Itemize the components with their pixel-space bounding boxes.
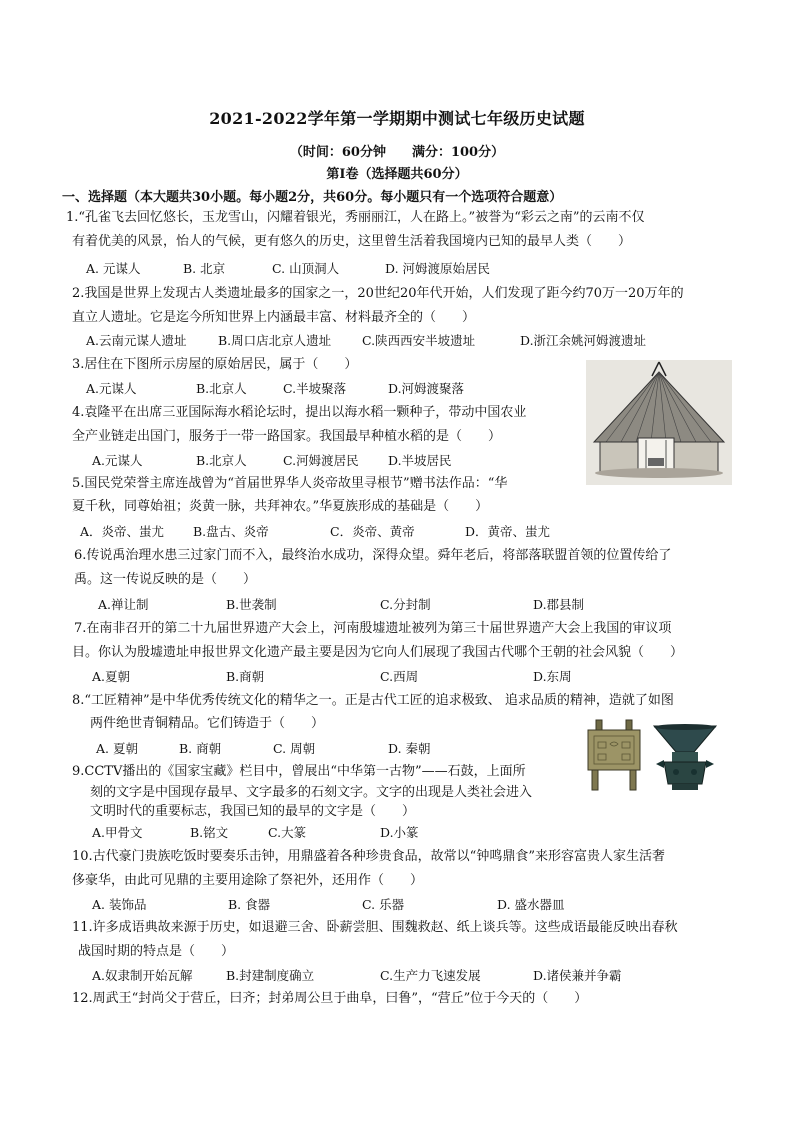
bronze-zun-image — [650, 722, 720, 792]
q1-option-a: A. 元谋人 — [86, 261, 141, 276]
question-12-line-1: 12.周武王“封尚父于营丘，曰齐；封弟周公旦于曲阜，曰鲁”，“营丘”位于今天的（ ） — [72, 991, 588, 1006]
q5-option-a: A．炎帝、蚩尤 — [80, 524, 165, 539]
page-title: 2021-2022学年第一学期期中测试七年级历史试题 — [209, 109, 585, 128]
question-11-line-1: 11.许多成语典故来源于历史，如退避三舍、卧薪尝胆、围魏救赵、纸上谈兵等。这些成语最能反映出春秋 — [72, 920, 678, 935]
q11-option-c: C.生产力飞速发展 — [380, 968, 481, 983]
question-5-line-2: 夏千秋，同尊始祖；炎黄一脉，共拜神农。”华夏族形成的基础是（ ） — [72, 499, 489, 514]
q6-option-d: D.郡县制 — [533, 597, 585, 612]
q11-option-d: D.诸侯兼并争霸 — [533, 968, 622, 983]
q2-option-a: A.云南元谋人遗址 — [86, 333, 187, 348]
q7-option-c: C.西周 — [380, 669, 419, 684]
q10-option-b: B. 食器 — [228, 897, 271, 912]
q3-option-a: A.元谋人 — [86, 381, 137, 396]
q6-option-b: B.世袭制 — [226, 597, 277, 612]
question-6-line-2: 禹。这一传说反映的是（ ） — [74, 572, 257, 587]
q8-option-d: D. 秦朝 — [388, 741, 431, 756]
bronze-ding-image — [582, 718, 646, 792]
q11-option-b: B.封建制度确立 — [226, 968, 315, 983]
q4-option-b: B.北京人 — [196, 453, 247, 468]
q6-option-a: A.禅让制 — [98, 597, 149, 612]
q2-option-b: B.周口店北京人遗址 — [218, 333, 332, 348]
q10-option-c: C. 乐器 — [362, 897, 405, 912]
question-8-line-1: 8.“工匠精神”是中华优秀传统文化的精华之一。正是古代工匠的追求极致、 追求品质的精神，造就了如图 — [72, 693, 674, 708]
q3-option-b: B.北京人 — [196, 381, 247, 396]
q5-option-c: C．炎帝、黄帝 — [330, 524, 415, 539]
question-5-line-1: 5.国民党荣誉主席连战曾为“首届世界华人炎帝故里寻根节”赠书法作品：“华 — [72, 476, 508, 491]
q7-option-b: B.商朝 — [226, 669, 265, 684]
question-11-line-2: 战国时期的特点是（ ） — [78, 944, 235, 959]
question-4-line-2: 全产业链走出国门，服务于一带一路国家。我国最早种植水稻的是（ ） — [72, 429, 502, 444]
q9-option-b: B.铭文 — [190, 825, 229, 840]
q3-option-d: D.河姆渡聚落 — [388, 381, 465, 396]
q7-option-a: A.夏朝 — [92, 669, 131, 684]
q2-option-c: C.陕西西安半坡遗址 — [362, 333, 476, 348]
q9-option-c: C.大篆 — [268, 825, 307, 840]
question-9-line-2: 刻的文字是中国现存最早、文字最多的石刻文字。文字的出现是人类社会进入 — [90, 785, 533, 800]
q5-option-d: D．黄帝、蚩尤 — [465, 524, 551, 539]
question-3-line-1: 3.居住在下图所示房屋的原始居民，属于（ ） — [72, 357, 358, 372]
question-7-line-2: 目。你认为殷墟遗址申报世界文化遗产最主要是因为它向人们展现了我国古代哪个王朝的社会风貌（ ） — [72, 645, 684, 660]
q8-option-a: A. 夏朝 — [96, 741, 138, 756]
q1-option-c: C. 山顶洞人 — [272, 261, 340, 276]
q4-option-a: A.元谋人 — [92, 453, 143, 468]
question-1-line-1: 1.“孔雀飞去回忆悠长，玉龙雪山，闪耀着银光，秀丽丽江，人在路上。”被誉为“彩云之南”的云南不仅 — [66, 210, 645, 225]
q1-option-d: D. 河姆渡原始居民 — [385, 261, 491, 276]
q7-option-d: D.东周 — [533, 669, 572, 684]
q10-option-d: D. 盛水器皿 — [497, 897, 565, 912]
hut-image — [586, 360, 732, 485]
exam-info: （时间：60分钟 满分：100分） — [289, 145, 505, 160]
q3-option-c: C.半坡聚落 — [283, 381, 347, 396]
q1-option-b: B. 北京 — [183, 261, 226, 276]
q6-option-c: C.分封制 — [380, 597, 431, 612]
q9-option-d: D.小篆 — [380, 825, 419, 840]
q5-option-b: B.盘古、炎帝 — [193, 524, 269, 539]
part-title: 第Ⅰ卷（选择题共60分） — [326, 167, 468, 182]
question-9-line-3: 文明时代的重要标志，我国已知的最早的文字是（ ） — [90, 804, 416, 819]
question-6-line-1: 6.传说禹治理水患三过家门而不入，最终治水成功，深得众望。舜年老后，将部落联盟首领的位置传给了 — [74, 548, 672, 563]
question-2-line-1: 2.我国是世界上发现古人类遗址最多的国家之一，20世纪20年代开始，人们发现了距今约70万一20万年的 — [72, 286, 684, 301]
q10-option-a: A. 装饰品 — [92, 897, 147, 912]
q2-option-d: D.浙江余姚河姆渡遗址 — [520, 333, 647, 348]
question-7-line-1: 7.在南非召开的第二十九届世界遗产大会上，河南殷墟遗址被列为第三十届世界遗产大会上我国的审议项 — [74, 621, 672, 636]
question-2-line-2: 直立人遗址。它是迄今所知世界上内涵最丰富、材料最齐全的（ ） — [72, 310, 476, 325]
question-4-line-1: 4.袁隆平在出席三亚国际海水稻论坛时，提出以海水稻一颗种子，带动中国农业 — [72, 405, 527, 420]
section-title: 一、选择题（本大题共30小题。每小题2分，共60分。每小题只有一个选项符合题意） — [62, 190, 563, 205]
question-10-line-2: 侈豪华，由此可见鼎的主要用途除了祭祀外，还用作（ ） — [72, 873, 424, 888]
q4-option-d: D.半坡居民 — [388, 453, 452, 468]
question-8-line-2: 两件绝世青铜精品。它们铸造于（ ） — [90, 716, 325, 731]
q11-option-a: A.奴隶制开始瓦解 — [92, 968, 193, 983]
q9-option-a: A.甲骨文 — [92, 825, 143, 840]
question-1-line-2: 有着优美的风景，怡人的气候，更有悠久的历史，这里曾生活着我国境内已知的最早人类（ ） — [72, 234, 632, 249]
q8-option-b: B. 商朝 — [179, 741, 222, 756]
q4-option-c: C.河姆渡居民 — [283, 453, 359, 468]
question-9-line-1: 9.CCTV播出的《国家宝藏》栏目中，曾展出“中华第一古物”——石鼓，上面所 — [72, 764, 526, 779]
q8-option-c: C. 周朝 — [273, 741, 316, 756]
question-10-line-1: 10.古代豪门贵族吃饭时要奏乐击钟，用鼎盛着各种珍贵食品，故常以“钟鸣鼎食”来形容富贵人家生活奢 — [72, 849, 665, 864]
